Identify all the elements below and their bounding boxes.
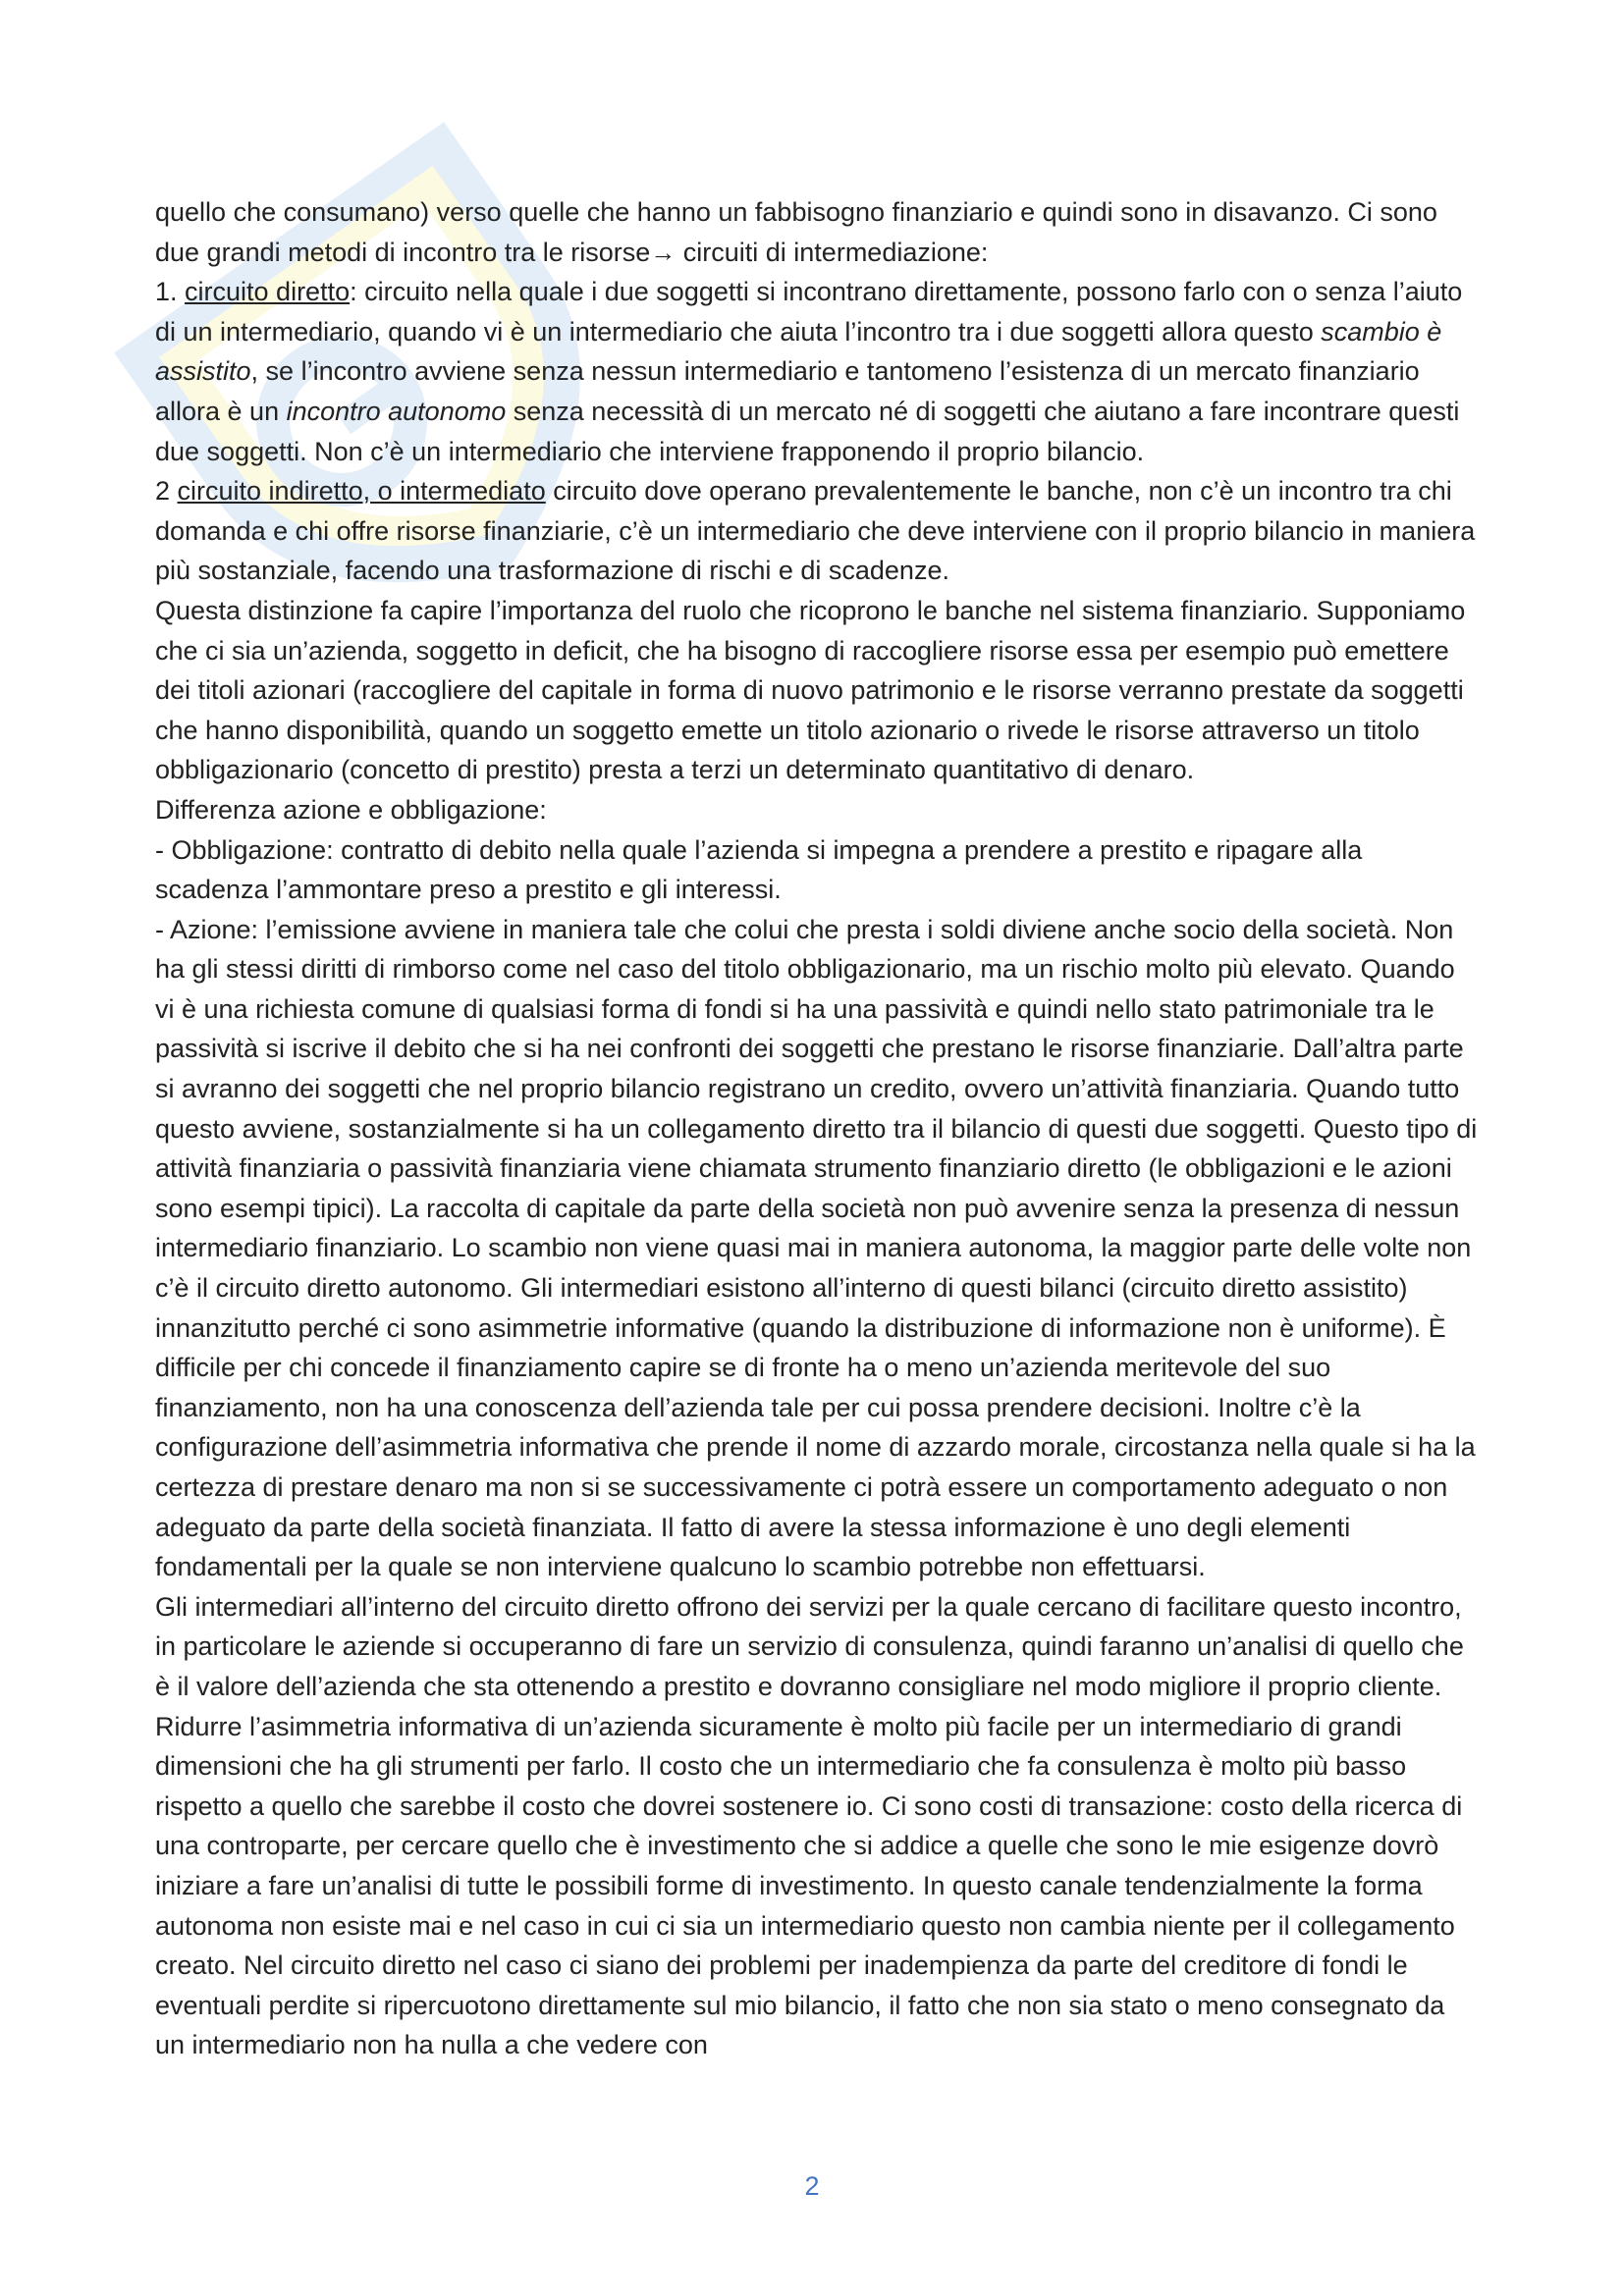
text-run: : circuito nella quale i due soggetti si incontrano direttamente, possono farlo con o senza l’aiuto di un intermediario, quando vi è un intermediario che aiuta l’incontro tra i due soggetti allora questo bbox=[155, 277, 1463, 347]
paragraph bbox=[155, 830, 1481, 910]
text-run: - Azione: l’emissione avviene in maniera tale che colui che presta i soldi diviene anche socio della società. Non ha gli stessi diritti di rimborso come nel caso del titolo obbligazionario, ma un rischio molto più elevato. Quando vi è una richiesta comune di qualsiasi forma di fondi si ha una passività e quindi nello stato patrimoniale tra le passività si iscrive il debito che si ha nei confronti dei soggetti che prestano le risorse finanziarie. Dall’altra parte si avranno dei soggetti che nel proprio bilancio registrano un credito, ovvero un’attività finanziaria. Quando tutto questo avviene, sostanzialmente si ha un collegamento diretto tra il bilancio di questi due soggetti. Questo tipo di attività finanziaria o passività finanziaria viene chiamata strumento finanziario diretto (le obbligazioni e le azioni sono esempi tipici). La raccolta di capitale da parte della società non può avvenire senza la presenza di nessun intermediario finanziario. Lo scambio non viene quasi mai in maniera autonoma, la maggior parte delle volte non c’è il circuito diretto autonomo. Gli intermediari esistono all’interno di questi bilanci (circuito diretto assistito) innanzitutto perché ci sono asimmetrie informative (quando la distribuzione di informazione non è uniforme). È difficile per chi concede il finanziamento capire se di fronte ha o meno un’azienda meritevole del suo finanziamento, non ha una conoscenza dell’azienda tale per cui possa prendere decisioni. Inoltre c’è la configurazione dell’asimmetria informativa che prende il nome di azzardo morale, circostanza nella quale si ha la certezza di prestare denaro ma non si se successivamente ci potrà essere un comportamento adeguato o non adeguato da parte della società finanziata. Il fatto di avere la stessa informazione è uno degli elementi fondamentali per la quale se non interviene qualcuno lo scambio potrebbe non effettuarsi. bbox=[155, 914, 1478, 1582]
paragraph bbox=[155, 192, 1481, 272]
arrow-right-icon: → bbox=[650, 237, 677, 267]
text-run: 1. bbox=[155, 277, 186, 307]
paragraph bbox=[155, 1587, 1481, 2065]
text-run: , se l’incontro avviene senza nessun intermediario e tantomeno l’esistenza di un mercato finanziario allora è un bbox=[155, 356, 1420, 426]
underlined-term: circuito indiretto, o intermediato bbox=[177, 476, 546, 507]
text-run: - Obbligazione: contratto di debito nella quale l’azienda si impegna a prendere a prestito e ripagare alla scadenza l’ammontare preso a prestito e gli interessi. bbox=[155, 834, 1363, 905]
underlined-term: circuito diretto bbox=[185, 277, 351, 307]
text-run: quello che consumano) verso quelle che hanno un fabbisogno finanziario e quindi sono in disavanzo. Ci sono due grandi metodi di incontro tra le risorse bbox=[155, 197, 1437, 267]
text-run: circuiti di intermediazione: bbox=[676, 237, 989, 267]
paragraph bbox=[155, 272, 1481, 471]
text-run: Questa distinzione fa capire l’importanza del ruolo che ricoprono le banche nel sistema finanziario. Supponiamo che ci sia un’azienda, soggetto in deficit, che ha bisogno di raccogliere risorse essa per esempio può emettere dei titoli azionari (raccogliere del capitale in forma di nuovo patrimonio e le risorse verranno prestate da soggetti che hanno disponibilità, quando un soggetto emette un titolo azionario o rivede le risorse attraverso un titolo obbligazionario (concetto di prestito) presta a terzi un determinato quantitativo di denaro. bbox=[155, 595, 1466, 785]
text-run: Differenza azione e obbligazione: bbox=[155, 794, 547, 825]
paragraph bbox=[155, 910, 1481, 1587]
paragraph bbox=[155, 591, 1481, 790]
text-run: senza necessità di un mercato né di soggetti che aiutano a fare incontrare questi due soggetti. Non c’è un intermediario che interviene frapponendo il proprio bilancio. bbox=[155, 396, 1460, 466]
italic-term: incontro autonomo bbox=[286, 396, 507, 426]
paragraph bbox=[155, 790, 1481, 830]
italic-term: scambio è assistito bbox=[155, 316, 1442, 387]
text-run: circuito dove operano prevalentemente le banche, non c’è un incontro tra chi domanda e chi offre risorse finanziarie, c’è un intermediario che deve interviene con il proprio bilancio in maniera più sostanziale, facendo una trasformazione di rischi e di scadenze. bbox=[155, 476, 1476, 586]
page-number: 2 bbox=[804, 2171, 820, 2201]
text-run: 2 bbox=[155, 476, 178, 507]
document-body bbox=[155, 192, 1481, 2065]
text-run: Gli intermediari all’interno del circuito diretto offrono dei servizi per la quale cercano di facilitare questo incontro, in particolare le aziende si occuperanno di fare un servizio di consulenza, quindi faranno un’analisi di quello che è il valore dell’azienda che sta ottenendo a prestito e dovranno consigliare nel modo migliore il proprio cliente. Ridurre l’asimmetria informativa di un’azienda sicuramente è molto più facile per un intermediario di grandi dimensioni che ha gli strumenti per farlo. Il costo che un intermediario che fa consulenza è molto più basso rispetto a quello che sarebbe il costo che dovrei sostenere io. Ci sono costi di transazione: costo della ricerca di una controparte, per cercare quello che è investimento che si addice a quelle che sono le mie esigenze dovrò iniziare a fare un’analisi di tutte le possibili forme di investimento. In questo canale tendenzialmente la forma autonoma non esiste mai e nel caso in cui ci sia un intermediario questo non cambia niente per il collegamento creato. Nel circuito diretto nel caso ci siano dei problemi per inadempienza da parte del creditore di fondi le eventuali perdite si ripercuotono direttamente sul mio bilancio, il fatto che non sia stato o meno consegnato da un intermediario non ha nulla a che vedere con bbox=[155, 1591, 1464, 2060]
paragraph bbox=[155, 471, 1481, 591]
